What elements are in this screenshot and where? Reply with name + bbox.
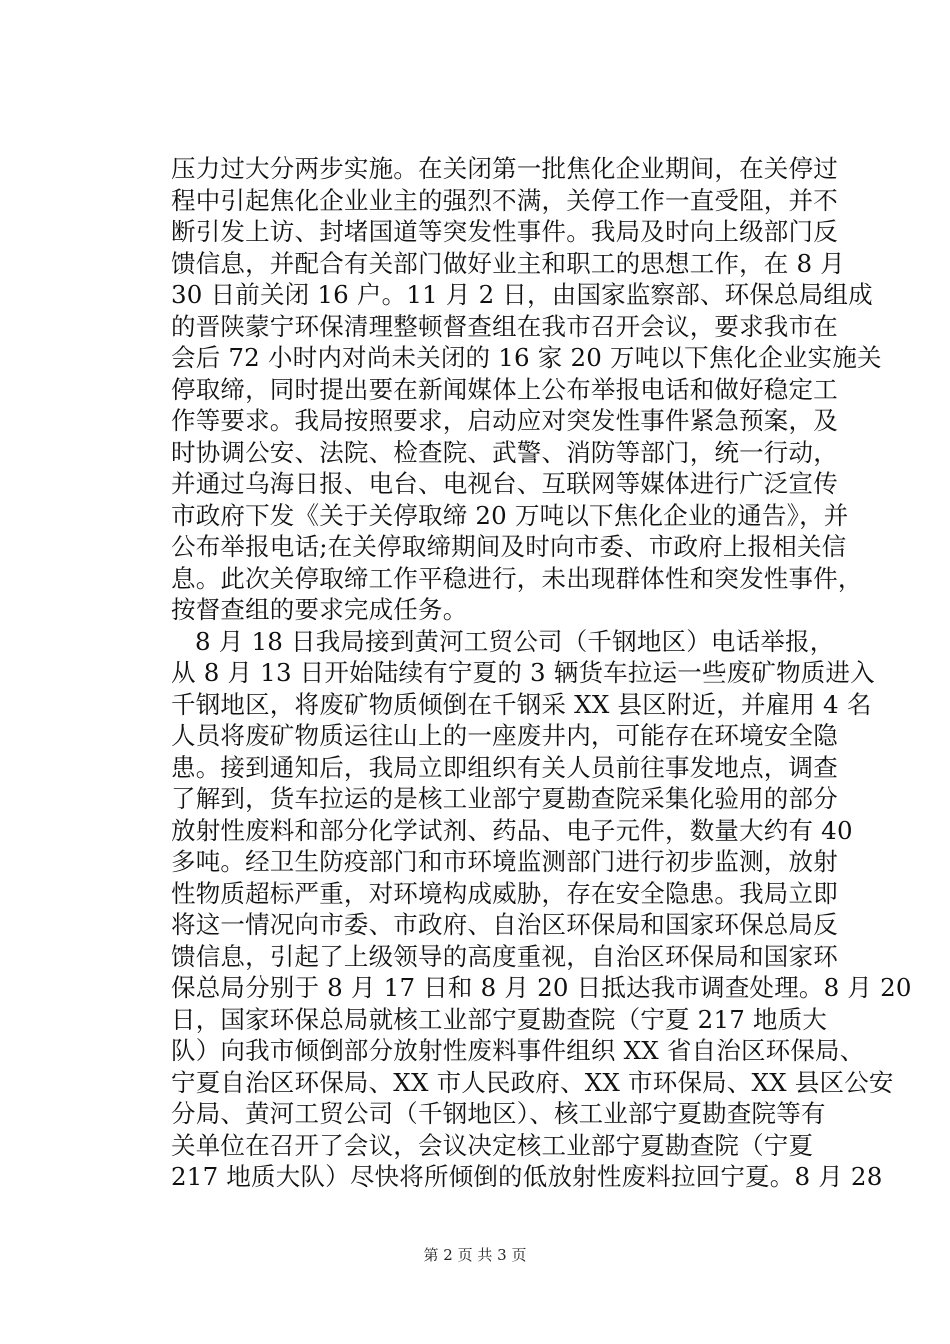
text-line: 断引发上访、封堵国道等突发性事件。我局及时向上级部门反 <box>171 217 838 246</box>
paragraph-first-line: 8 月 18 日我局接到黄河工贸公司（千钢地区）电话举报， <box>195 626 835 656</box>
text-line: 压力过大分两步实施。在关闭第一批焦化企业期间，在关停过 <box>171 154 838 183</box>
text-line: 时协调公安、法院、检查院、武警、消防等部门，统一行动， <box>171 437 838 467</box>
text-line: 停取缔，同时提出要在新闻媒体上公布举报电话和做好稳定工 <box>171 374 838 404</box>
text-line: 会后 72 小时内对尚未关闭的 16 家 20 万吨以下焦化企业实施关 <box>171 343 882 372</box>
text-line: 队）向我市倾倒部分放射性废料事件组织 XX 省自治区环保局、 <box>171 1036 865 1065</box>
text-line: 按督查组的要求完成任务。 <box>171 595 468 624</box>
document-body <box>171 153 912 1193</box>
text-line: 保总局分别于 8 月 17 日和 8 月 20 日抵达我市调查处理。8 月 20 <box>171 973 912 1002</box>
text-line: 程中引起焦化企业业主的强烈不满，关停工作一直受阻，并不 <box>171 185 838 215</box>
text-line: 30 日前关闭 16 户。11 月 2 日，由国家监察部、环保总局组成 <box>171 280 873 309</box>
text-line: 宁夏自治区环保局、XX 市人民政府、XX 市环保局、XX 县区公安 <box>171 1067 894 1097</box>
text-line: 息。此次关停取缔工作平稳进行，未出现群体性和突发性事件， <box>171 563 863 593</box>
page-number-footer: 第 2 页 共 3 页 <box>423 1246 527 1264</box>
text-line: 馈信息，并配合有关部门做好业主和职工的思想工作，在 8 月 <box>171 248 845 278</box>
text-line: 放射性废料和部分化学试剂、药品、电子元件，数量大约有 40 <box>171 815 853 845</box>
text-line: 217 地质大队）尽快将所倾倒的低放射性废料拉回宁夏。8 月 28 <box>171 1162 883 1191</box>
text-line: 了解到，货车拉运的是核工业部宁夏勘查院采集化验用的部分 <box>171 784 838 813</box>
text-line: 从 8 月 13 日开始陆续有宁夏的 3 辆货车拉运一些废矿物质进入 <box>171 658 875 687</box>
text-line: 患。接到通知后，我局立即组织有关人员前往事发地点，调查 <box>171 752 838 782</box>
text-line: 将这一情况向市委、市政府、自治区环保局和国家环保总局反 <box>171 910 838 939</box>
text-line: 作等要求。我局按照要求，启动应对突发性事件紧急预案，及 <box>171 406 838 435</box>
text-line: 市政府下发《关于关停取缔 20 万吨以下焦化企业的通告》，并 <box>171 500 849 530</box>
text-line: 公布举报电话;在关停取缔期间及时向市委、市政府上报相关信 <box>171 532 847 561</box>
text-line: 关单位在召开了会议，会议决定核工业部宁夏勘查院（宁夏 <box>171 1130 814 1160</box>
text-line: 性物质超标严重，对环境构成威胁，存在安全隐患。我局立即 <box>171 878 838 908</box>
text-line: 分局、黄河工贸公司（千钢地区）、核工业部宁夏勘查院等有 <box>171 1099 826 1128</box>
text-line: 的晋陕蒙宁环保清理整顿督查组在我市召开会议，要求我市在 <box>171 311 838 341</box>
text-line: 人员将废矿物质运往山上的一座废井内，可能存在环境安全隐 <box>171 721 838 750</box>
text-line: 多吨。经卫生防疫部门和市环境监测部门进行初步监测，放射 <box>171 847 838 876</box>
text-line: 日，国家环保总局就核工业部宁夏勘查院（宁夏 217 地质大 <box>171 1004 828 1034</box>
text-line: 千钢地区，将废矿物质倾倒在千钢采 XX 县区附近，并雇用 4 名 <box>171 689 872 719</box>
text-line: 并通过乌海日报、电台、电视台、互联网等媒体进行广泛宣传 <box>171 469 838 498</box>
text-line: 馈信息，引起了上级领导的高度重视，自治区环保局和国家环 <box>171 941 838 971</box>
